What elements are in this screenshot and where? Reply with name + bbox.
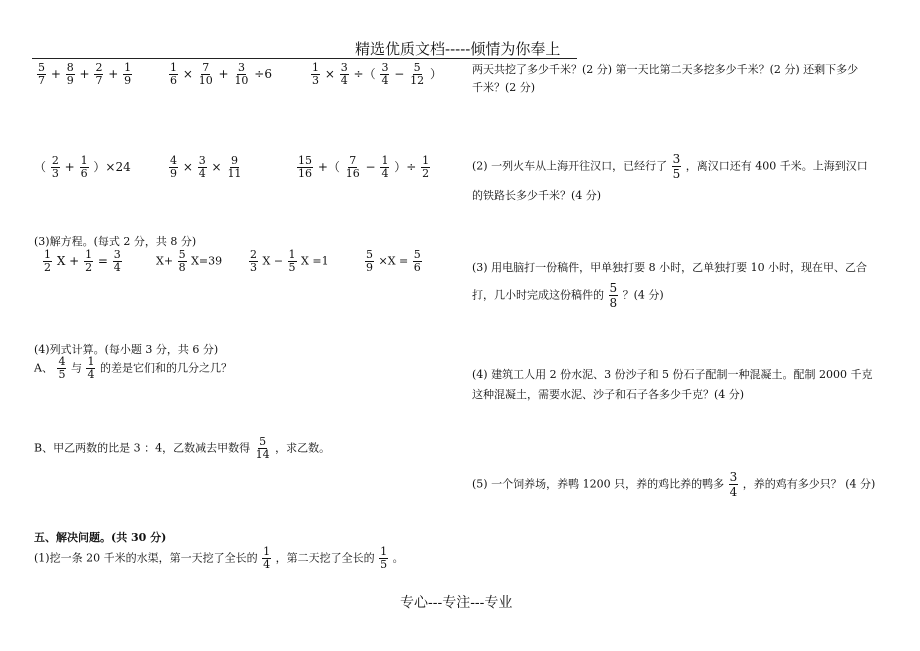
numerator: 2: [95, 61, 103, 74]
denominator: 5: [288, 261, 296, 274]
denominator: 6: [80, 167, 88, 180]
numerator: 2: [250, 248, 257, 261]
page-footer: 专心---专注---专业: [400, 595, 513, 611]
fraction: [113, 249, 122, 274]
expr-row2-1: （ $\frac{2}{3}$ + $\frac{1}{6}$ ）×24: [34, 154, 131, 180]
fraction: [169, 62, 178, 87]
fraction: [37, 62, 46, 87]
denominator: 10: [234, 74, 249, 87]
numerator: 7: [349, 154, 357, 167]
expr-row2-2: $\frac{4}{9}$ × $\frac{3}{4}$ × $\frac{9}{11}$: [170, 154, 242, 180]
page-header: 精选优质文档-----倾情为你奉上: [355, 40, 561, 58]
numerator: 3: [729, 470, 738, 484]
numerator: 5: [259, 435, 267, 448]
numerator: 3: [113, 248, 121, 261]
numerator: 1: [85, 248, 93, 261]
numerator: 3: [672, 152, 681, 166]
problem-b: B、甲乙两数的比是 3 ：4，乙数减去甲数得 $\frac{5}{14}$ ，求乙数。: [34, 435, 331, 461]
denominator: 16: [298, 167, 312, 180]
denominator: 4: [113, 261, 121, 274]
expr-row1-2: $\frac{1}{6}$ × $\frac{7}{10}$ + $\frac{3}{10}$ ÷6: [170, 61, 272, 87]
numerator: 1: [124, 61, 132, 74]
numerator: 5: [609, 281, 618, 295]
denominator: 11: [227, 167, 242, 180]
fraction: [729, 470, 739, 499]
expr-row2-3: $\frac{15}{16}$ +（ $\frac{7}{16}$ − $\frac{1}{4}$ ）÷ $\frac{1}{2}$: [298, 154, 430, 180]
numerator: 1: [381, 154, 389, 167]
denominator: 7: [95, 74, 103, 87]
equation-3: $\frac{2}{3}$ X − $\frac{1}{5}$ X =1: [250, 248, 329, 274]
denominator: 8: [609, 296, 618, 310]
section-3-title: (3)解方程。(每式 2 分，共 8 分): [34, 235, 197, 248]
fraction: [57, 356, 66, 381]
denominator: 9: [170, 167, 177, 180]
numerator: 3: [237, 61, 245, 74]
denominator: 2: [85, 261, 93, 274]
denominator: 2: [44, 261, 51, 274]
fraction: [380, 62, 389, 87]
equation-2: X+ $\frac{5}{8}$ X=39: [156, 248, 223, 274]
fraction: [413, 249, 422, 274]
numerator: 3: [340, 61, 348, 74]
denominator: 9: [366, 261, 373, 274]
numerator: 1: [87, 355, 95, 368]
denominator: 4: [729, 485, 738, 499]
fraction: [226, 155, 242, 180]
problem-5-1: (1)挖一条 20 千米的水渠，第一天挖了全长的 $\frac{1}{4}$ ，第二天挖了全长的 $\frac{1}{5}$ 。: [34, 545, 404, 571]
problem-5-3: (3) 用电脑打一份稿件，甲单独打要 8 小时，乙单独打要 10 小时，现在甲、乙合 打，几小时完成这份稿件的 $\frac{5}{8}$ ？(4 分): [472, 261, 868, 310]
denominator: 14: [255, 448, 270, 461]
fraction: [66, 62, 75, 87]
fraction: [672, 152, 682, 181]
denominator: 4: [87, 368, 95, 381]
numerator: 4: [170, 154, 177, 167]
numerator: 1: [80, 154, 88, 167]
fraction: [198, 62, 214, 87]
numerator: 3: [198, 154, 206, 167]
fraction: [255, 436, 271, 461]
fraction: [409, 62, 425, 87]
numerator: 1: [44, 248, 51, 261]
problem-5-5: (5) 一个饲养场，养鸭 1200 只，养的鸡比养的鸭多 $\frac{3}{4}$ ，养的鸡有多少只？ (4 分): [472, 470, 876, 499]
section-4-title: (4)列式计算。(每小题 3 分，共 6 分): [34, 343, 219, 356]
problem-5-4: (4) 建筑工人用 2 份水泥、3 份沙子和 5 份石子配制一种混凝土。配制 2000 千克 这种混凝土，需要水泥、沙子和石子各多少千克？(4 分): [472, 368, 873, 401]
fraction: [379, 546, 388, 571]
fraction: [262, 546, 271, 571]
fraction: [311, 62, 320, 87]
denominator: 3: [250, 261, 257, 274]
numerator: 2: [51, 154, 59, 167]
fraction: [51, 155, 60, 180]
fraction: [421, 155, 430, 180]
numerator: 7: [202, 61, 210, 74]
fraction: [249, 249, 258, 274]
numerator: 1: [288, 248, 296, 261]
expr-row1-3: $\frac{1}{3}$ × $\frac{3}{4}$ ÷（ $\frac{3}{4}$ − $\frac{5}{12}$ ）: [312, 61, 442, 87]
fraction: [84, 249, 93, 274]
denominator: 9: [124, 74, 132, 87]
denominator: 5: [380, 558, 388, 571]
denominator: 4: [198, 167, 206, 180]
fraction: [43, 249, 52, 274]
numerator: 1: [422, 154, 430, 167]
fraction: [609, 281, 619, 310]
fraction: [80, 155, 89, 180]
denominator: 4: [381, 167, 389, 180]
numerator: 15: [298, 154, 312, 167]
denominator: 3: [51, 167, 59, 180]
denominator: 5: [58, 368, 66, 381]
problem-5-2: (2) 一列火车从上海开往汉口，已经行了 $\frac{3}{5}$ ，离汉口还有 400 千米。上海到汉口 的铁路长多少千米？(4 分): [472, 152, 868, 202]
fraction: [178, 249, 187, 274]
fraction: [345, 155, 361, 180]
numerator: 5: [413, 61, 421, 74]
denominator: 12: [410, 74, 425, 87]
denominator: 4: [263, 558, 271, 571]
denominator: 3: [312, 74, 319, 87]
fraction: [365, 249, 374, 274]
numerator: 1: [263, 545, 271, 558]
numerator: 1: [312, 61, 319, 74]
numerator: 4: [58, 355, 66, 368]
fraction: [86, 356, 95, 381]
denominator: 5: [672, 167, 681, 181]
fraction: [340, 62, 349, 87]
equation-1: $\frac{1}{2}$ X + $\frac{1}{2}$ = $\frac{3}{4}$: [44, 248, 121, 274]
numerator: 8: [66, 61, 74, 74]
numerator: 1: [170, 61, 177, 74]
denominator: 8: [178, 261, 186, 274]
denominator: 6: [170, 74, 177, 87]
equation-4: $\frac{5}{9}$ ×X = $\frac{5}{6}$: [366, 248, 421, 274]
problem-5-1-continued: 两天共挖了多少千米？(2 分) 第一天比第二天多挖多少千米？(2 分) 还剩下多少 千米？(2 分): [472, 63, 859, 94]
fraction: [94, 62, 103, 87]
denominator: 4: [381, 74, 389, 87]
denominator: 6: [413, 261, 421, 274]
numerator: 3: [381, 61, 389, 74]
numerator: 5: [366, 248, 373, 261]
problem-a: A、 $\frac{4}{5}$ 与 $\frac{1}{4}$ 的差是它们和的几分之几？: [34, 355, 232, 381]
expr-row1-1: $\frac{5}{7}$ + $\frac{8}{9}$ + $\frac{2}{7}$ + $\frac{1}{9}$: [38, 61, 132, 87]
numerator: 5: [178, 248, 186, 261]
fraction: [123, 62, 132, 87]
numerator: 5: [38, 61, 45, 74]
header-rule: [32, 58, 577, 59]
fraction: [288, 249, 297, 274]
denominator: 10: [198, 74, 213, 87]
numerator: 1: [380, 545, 388, 558]
fraction: [233, 62, 249, 87]
denominator: 7: [38, 74, 45, 87]
denominator: 2: [422, 167, 430, 180]
denominator: 4: [340, 74, 348, 87]
fraction: [169, 155, 178, 180]
numerator: 5: [413, 248, 421, 261]
denominator: 9: [66, 74, 74, 87]
section-5-title: 五、解决问题。(共 30 分): [34, 531, 167, 544]
fraction: [198, 155, 207, 180]
denominator: 16: [345, 167, 360, 180]
numerator: 9: [230, 154, 238, 167]
fraction: [297, 155, 313, 180]
fraction: [380, 155, 389, 180]
